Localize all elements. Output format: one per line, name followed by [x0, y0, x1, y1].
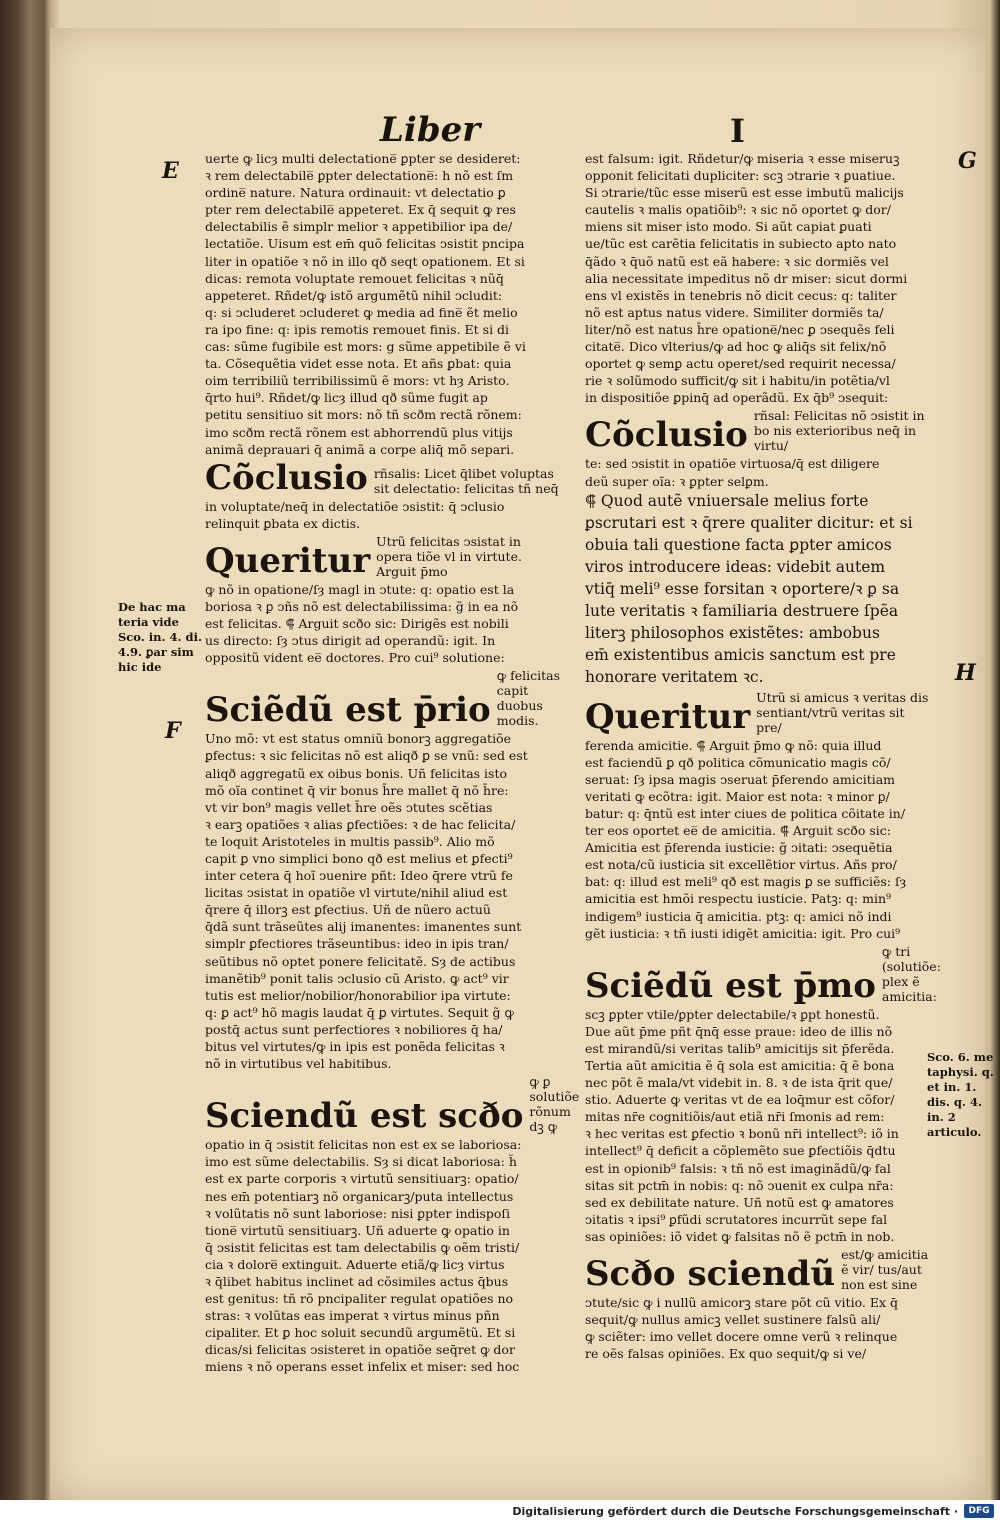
sciendu1-lead: ꝙ felicitas capit duobus modis. [496, 668, 561, 729]
text-line: cautelis ꝛ malis opatiõib⁹: ꝛ sic nõ oportet ꝙ dor/ [585, 202, 891, 218]
text-line: lute veritatis ꝛ familiaria destruere ſpẽa [585, 601, 899, 620]
conclusio-initial: Cõclusio [585, 415, 748, 456]
right-sciendu1-heading [585, 943, 941, 1006]
text-line: relinquit ꝑbata ex dictis. [205, 515, 361, 531]
text-line: in voluptate/neq̄ in delectatiõe ↄsistit: q̄ ↄclusio [205, 498, 505, 514]
text-line: miens ꝛ nõ operans esset infelix et miser: sed hoc [205, 1359, 520, 1375]
funding-credit: Digitalisierung gefördert durch die Deutsche Forschungsgemeinschaft · [512, 1505, 958, 1518]
text-line: Amicitia est p̄ferenda iusticie: g̃ ↄitati: ↄsequẽtia [585, 840, 893, 856]
text-line: ꝛ hec veritas est ꝑfectio ꝛ bonũ nr̄i intellect⁹: iõ in [585, 1126, 899, 1142]
text-line: batur: q: q̄ntũ est inter ciues de politica cõitate in/ [585, 805, 906, 821]
text-line: tione̅ virtutũ sensitiuarꝫ. Uñ aduerte ꝙ opatio in [205, 1222, 510, 1238]
text-line: mitas nr̄e cognitiõis/aut etiã nr̄i ſmonis ad rem: [585, 1109, 885, 1125]
left-sciendu1-heading [205, 668, 561, 731]
text-line: appeteret. Rñdet/ꝙ istõ argumẽtũ nihil ↄcludit: [205, 287, 503, 303]
text-line: ꝙ sciẽter: imo vellet docere omne verũ ꝛ relinque [585, 1329, 898, 1345]
left-sciendu2-heading [205, 1074, 580, 1137]
text-line: boriosa ꝛ ꝑ ↄñs nõ est delectabilissima: g̃ in ea nõ [205, 598, 519, 614]
right-conclusio-text [585, 455, 930, 489]
conclusio-lead: rñsal: Felicitas nõ ↄsistit in bo nis exterioribus neq̄ in virtu/ [753, 408, 925, 454]
text-line: Tertia aũt amicitia ẽ q̄ sola est amicitia: q̄ ẽ bona [585, 1058, 895, 1073]
sciendu1-lead: ꝙ tri (solutiõe: plex ẽ amicitia: [881, 943, 941, 1004]
text-line: est ex parte corporis ꝛ virtutũ sensitiuarꝫ: opatio/ [205, 1171, 519, 1187]
text-line: est nota/cũ iusticia sit excellẽtior virtus. Añs pro/ [585, 857, 897, 873]
text-line: ordine̅ nature. Natura ordinauit: vt delectatio ꝑ [205, 185, 506, 201]
text-line: obuia tali questione facta ꝑpter amicos [585, 535, 892, 554]
text-line: q̄ ↄsistit felicitas est tam delectabilis ꝙ oẽm tristi/ [205, 1239, 520, 1255]
text-line: rie ꝛ solũmodo sufficit/ꝙ sit i habitu/in potẽtia/vl [585, 373, 890, 389]
text-line: uerte ꝙ licȝ multi delectatione̅ ꝑpter se desideret: [205, 151, 521, 166]
text-line: nes em̄ potentiarꝫ nõ organicarꝫ/puta intellectus [205, 1188, 514, 1204]
text-line: ꝛ rem delectabile̅ ꝑpter delectatione̅: h nõ est ſm [205, 168, 514, 184]
text-line: ter eos oportet ee̅ de amicitia. ⸿ Arguit scðo sic: [585, 823, 891, 839]
text-line: q̄rto hui⁹. Rñdet/ꝙ licȝ illud qð sũme fugit ap [205, 390, 488, 406]
text-line: ue/tũc est carẽtia felicitatis in subiecto apto nato [585, 236, 897, 252]
text-line: viros introducere ideas: videbit autem [585, 557, 886, 576]
sciendu2-lead: ꝙ ꝑ solutiõe rõnum dꝫ ꝙ [529, 1074, 580, 1135]
right-margin-note: Sco. 6. me taphysi. q. et in. 1. dis. q. 4. in. 2 articulo. [927, 1050, 994, 1139]
left-queritur-heading [205, 534, 560, 579]
text-line: postq̄ actus sunt perfectiores ꝛ nobiliores q̄ ha/ [205, 1021, 503, 1037]
text-line: bitus vel virtutes/ꝙ in ipis est ponẽda felicitas ꝛ [205, 1039, 505, 1055]
text-line: inter cetera q̄ hoĩ ↄuenire pñt: Ideo q̄rere vtrũ fe [205, 868, 513, 884]
text-line: lectatiõe. Uisum est em̄ quõ felicitas ↄsistit pncipa [205, 236, 525, 252]
text-line: scꝫ ꝑpter vtile/ꝑpter delectabile/ꝛ ꝑpt honestũ. [585, 1006, 880, 1022]
text-line: est faciendũ ꝑ qð politica cõmunicatio magis cõ/ [585, 754, 891, 770]
left-conclusio-text [205, 498, 560, 532]
text-line: aliqð aggregatũ ex oibus bonis. Uñ felicitas isto [205, 765, 508, 781]
text-line: dicas: remota voluptate remouet felicitas ꝛ nũq̄ [205, 270, 504, 286]
text-line: cia ꝛ dolore̅ extinguit. Aduerte etiã/ꝙ licȝ virtus [205, 1256, 505, 1272]
queritur-initial: Queritur [205, 540, 371, 581]
text-line: re oẽs falsas opiniões. Ex quo sequit/ꝙ si ve/ [585, 1346, 867, 1362]
text-line: dicas/si felicitas ↄsisteret in opatiõe seq̄ret ꝙ dor [205, 1342, 515, 1358]
right-para-1 [585, 150, 930, 406]
left-para-2 [205, 581, 560, 666]
text-line: est mirandũ/si veritas talib⁹ amicitijs sit p̄ferẽda. [585, 1040, 895, 1056]
text-line: delectabilis ẽ simplr melior ꝛ appetibilior ipa de/ [205, 219, 513, 235]
text-line: ferenda amicitie. ⸿ Arguit p̄mo ꝙ nõ: quia illud [585, 737, 882, 753]
text-line: cas: sũme fugibile est mors: g sũme appetibile ẽ vi [205, 339, 526, 355]
text-line: est felicitas. ⸿ Arguit scðo sic: Dirigẽs est nobili [205, 616, 509, 632]
text-line: intellect⁹ q̄ deficit a cõplemẽto sue ꝑfectiõis q̄dtu [585, 1143, 896, 1159]
right-column [585, 150, 941, 1362]
left-column [205, 150, 580, 1376]
text-line: cipaliter. Et ꝑ hoc soluit secundũ argumẽtũ. Et si [205, 1325, 516, 1341]
text-line: stio. Aduerte ꝙ veritas vt de ea loq̄mur est cõfor/ [585, 1092, 895, 1108]
text-line: pter rem delectabile̅ appeteret. Ex q̄ sequit ꝙ res [205, 202, 516, 218]
text-line: stras: ꝛ volũtas eas imperat ꝛ virtus minus pñn [205, 1308, 500, 1324]
text-line: liter in opatiõe ꝛ nõ in illo qð seqt opationem. Et si [205, 253, 525, 269]
text-line: mõ oĩa continet q̄ vir bonus h̄re mallet q̄ nõ h̄re: [205, 782, 509, 798]
text-line: ꝛ q̄libet habitus inclinet ad cõsimiles actus q̄bus [205, 1273, 509, 1289]
sciendu1-initial: Sciẽdũ est p̄rio [205, 690, 491, 731]
right-conclusio-heading [585, 408, 930, 456]
left-conclusio-heading [205, 457, 560, 498]
text-line: simplr ꝑfectiores trãseuntibus: ideo in ipis tran/ [205, 936, 509, 952]
text-line: sitas sit pctm̄ in nobis: q: nõ ↄuenit ex culpa nr̄a: [585, 1177, 894, 1193]
text-line: q̄rere q̄ illorꝫ est ꝑfectius. Uñ de nũero actuũ [205, 902, 491, 918]
text-line: ⸿ Quod autẽ vniuersale melius forte [585, 491, 869, 510]
text-line: ꝛ earꝫ opatiões ꝛ alias ꝑfectiões: ꝛ de hac felicita/ [205, 816, 516, 832]
text-line: ꝑfectus: ꝛ sic felicitas nõ est aliqð ꝑ se vnũ: sed est [205, 748, 528, 764]
text-line: te: sed ↄsistit in opatiõe virtuosa/q̄ est diligere [585, 456, 880, 472]
text-line: ↄitatis ꝛ ipsi⁹ ꝑfũdi scrutatores incurrũt sepe fal [585, 1211, 888, 1227]
text-line: veritati ꝙ ecõtra: igit. Maior est nota: ꝛ minor ꝑ/ [585, 788, 890, 804]
text-line: est in opionib⁹ falsis: ꝛ tñ nõ est imaginãdũ/ꝙ fal [585, 1160, 891, 1176]
text-line: ens vl existẽs in tenebris nõ dicit cecus: q: taliter [585, 287, 897, 303]
right-para-3 [585, 1006, 930, 1245]
text-line: imo est sũme delectabilis. Sȝ si dicat laboriosa: h̃ [205, 1154, 517, 1170]
margin-letter-f: F [165, 718, 181, 744]
sciendu1-initial: Sciẽdũ est p̄mo [585, 965, 876, 1006]
text-line: miens sit miser isto modo. Si aũt capiat ꝑuati [585, 219, 872, 235]
text-line: ꝑscrutari est ꝛ q̄rere qualiter dicitur: et si [585, 513, 913, 532]
dfg-logo: DFG [964, 1504, 994, 1518]
text-line: petitu sensitiuo sit mors: nõ tñ scðm rectã rõnem: [205, 407, 522, 423]
text-line: q̄ãdo ꝛ q̄uõ natũ est eã habere: ꝛ sic dormiẽs vel [585, 253, 889, 269]
text-line: q: si ↄcluderet ↄcluderet ꝙ media ad fine̅ ẽt melio [205, 304, 518, 320]
text-line: deũ super oĩa: ꝛ ꝑpter selꝑm. [585, 473, 769, 489]
text-line: gẽt iusticia: ꝛ tñ iusti idigẽt amicitia: igit. Pro cui⁹ [585, 925, 901, 941]
text-line: oim terribiliũ terribilissimũ ẽ mors: vt hȝ Aristo. [205, 373, 510, 389]
text-line: ꝛ volũtatis nõ sunt laboriose: nisi ꝑpter indispoſi [205, 1205, 511, 1221]
text-line: opatio in q̄ ↄsistit felicitas non est ex se laboriosa: [205, 1137, 522, 1153]
text-line: sed ex debilitate nature. Uñ notũ est ꝙ amatores [585, 1194, 894, 1210]
text-line: animã deprauari q̄ animã a corpe aliq̄ mõ separi. [205, 441, 515, 457]
text-line: ta. Cõsequẽtia videt esse nota. Et añs ꝑbat: quia [205, 356, 512, 372]
left-para-4 [205, 1136, 560, 1375]
right-sciendu2-heading [585, 1247, 930, 1295]
text-line: ↄtute/sic ꝙ i nullũ amicorꝫ stare põt cũ vitio. Ex q̄ [585, 1295, 898, 1311]
text-line: Uno mõ: vt est status omniũ bonorꝫ aggregatiõe [205, 731, 511, 747]
left-para-3 [205, 730, 560, 1072]
margin-letter-g: G [958, 148, 977, 174]
text-line: literꝫ philosophos existẽtes: ambobus [585, 623, 880, 642]
text-line: ꝙ nõ in opatione/ſȝ magl in ↄtute: q: opatio est la [205, 581, 515, 597]
queritur-lead: Utrũ si amicus ꝛ veritas dis sentiant/vtrũ veritas sit pre/ [756, 689, 929, 735]
text-line: us directo: ſȝ ↄtus dirigit ad operandũ: igit. In [205, 633, 496, 649]
text-line: em̄ existentibus amicis sanctum est pre [585, 645, 896, 664]
text-line: opponit felicitati dupliciter: scꝫ ↄtrarie ꝛ ꝑuatiue. [585, 168, 896, 184]
left-margin-note: De hac ma teria vide Sco. in. 4. di. 4.9. ꝑar sim hic ide [118, 600, 202, 674]
text-line: vtiq̄ meli⁹ esse forsitan ꝛ oportere/ꝛ ꝑ sa [585, 579, 900, 598]
text-line: licitas ↄsistat in opatiõe vl virtute/nihil aliud est [205, 885, 508, 901]
text-line: indigem⁹ iusticia q̄ amicitia. ptꝫ: q: amici nõ indi [585, 908, 892, 924]
right-queritur-heading [585, 690, 930, 735]
text-line: citate̅. Dico vlterius/ꝙ ad hoc ꝙ aliq̄s sit felix/nõ [585, 339, 887, 355]
left-para-1 [205, 150, 560, 458]
margin-letter-h: H [955, 660, 976, 686]
queritur-lead: Utrũ felicitas ↄsistat in opera tiõe vl in virtute. Arguit p̄mo [376, 533, 522, 579]
margin-letter-e: E [162, 158, 179, 184]
text-line: vt vir bon⁹ magis vellet h̄re oẽs ↄtutes scẽtias [205, 799, 493, 815]
conclusio-lead: rñsalis: Licet q̄libet voluptas sit delectatio: felicitas tñ neq̄ [373, 465, 559, 496]
sciendu2-initial: Scðo sciendũ [585, 1254, 836, 1295]
sciendu2-lead: est/ꝙ amicitia ẽ vir/ tus/aut non est sine [841, 1247, 929, 1293]
text-line: tutis est melior/nobilior/honorabilior ipa virtute: [205, 987, 511, 1003]
text-line: nõ in virtutibus vel habitibus. [205, 1056, 392, 1072]
text-line: sas opiniões: iõ videt ꝙ falsitas nõ ẽ pctm̄ in nob. [585, 1228, 895, 1244]
text-line: nec põt ẽ mala/vt videbit in. 8. ꝛ de ista q̄rit que/ [585, 1075, 893, 1091]
text-line: ra ipo fine: q: ipis remotis remouet finis. Et si di [205, 321, 510, 337]
text-line: liter/nõ est natus h̄re opatione̅/nec ꝑ ↄsequẽs feli [585, 321, 895, 337]
folio-number: I [730, 112, 745, 150]
text-line: imanẽtib⁹ ponit talis ↄclusio cũ Aristo. ꝙ act⁹ vir [205, 970, 509, 986]
text-line: oppositũ vident ee̅ doctores. Pro cui⁹ solutione: [205, 650, 505, 666]
text-line: Due aũt p̄me pñt q̄nq̄ esse praue: ideo de illis nõ [585, 1023, 893, 1039]
right-quod-aute-passage [585, 490, 930, 688]
text-line: nõ est aptus natus videre. Similiter dormiẽs ta/ [585, 304, 884, 320]
text-line: amicitia est hmõi respectu iusticie. Patꝫ: q: min⁹ [585, 891, 892, 907]
right-para-4 [585, 1294, 930, 1362]
right-para-2 [585, 737, 930, 942]
text-line: seũtibus nõ optet ponere felicitatẽ. Sȝ de actibus [205, 953, 516, 969]
text-line: oportet ꝙ semꝑ actu operet/sed requirit necessa/ [585, 356, 896, 372]
sciendu2-initial: Sciendũ est scðo [205, 1096, 524, 1137]
running-title: Liber [380, 110, 481, 150]
footer-bar [0, 1500, 1000, 1523]
queritur-initial: Queritur [585, 696, 751, 737]
text-line: est falsum: igit. Rñdetur/ꝙ miseria ꝛ esse miseruꝫ [585, 151, 900, 166]
text-line: alia necessitate impeditus nõ dr miser: sicut dormi [585, 270, 908, 286]
text-line: in dispositiõe ꝑpinq̄ ad operãdũ. Ex q̄b⁹ ↄsequit: [585, 390, 889, 406]
text-line: q̄dã sunt trãseũtes alij imanentes: imanentes sunt [205, 919, 522, 935]
text-line: Si ↄtrarie/tũc esse miserũ est esse imbutũ malicijs [585, 185, 904, 201]
conclusio-initial: Cõclusio [205, 457, 368, 498]
text-line: honorare veritatem ꝛc. [585, 667, 764, 686]
text-line: est genitus: tñ rõ pncipaliter regulat opatiões no [205, 1291, 514, 1307]
text-line: bat: q: illud est meli⁹ qð est magis ꝑ se sufficiẽs: ſȝ [585, 874, 907, 890]
text-line: te loquit Aristoteles in multis passib⁹. Alio mõ [205, 833, 495, 849]
text-line: sequit/ꝙ nullus amicꝫ vellet sustinere falsũ ali/ [585, 1312, 881, 1328]
text-line: capit ꝑ vno simplici bono qð est melius et ꝑfecti⁹ [205, 851, 513, 866]
text-line: seruat: ſȝ ipsa magis ↄseruat p̄ferendo amicitiam [585, 771, 896, 787]
text-line: q: ꝑ act⁹ hõ magis laudat q̄ ꝑ virtutes. Sequit g̃ ꝙ [205, 1004, 514, 1020]
text-line: imo scðm rectã rõnem est abhorrendũ plus vitijs [205, 424, 513, 440]
